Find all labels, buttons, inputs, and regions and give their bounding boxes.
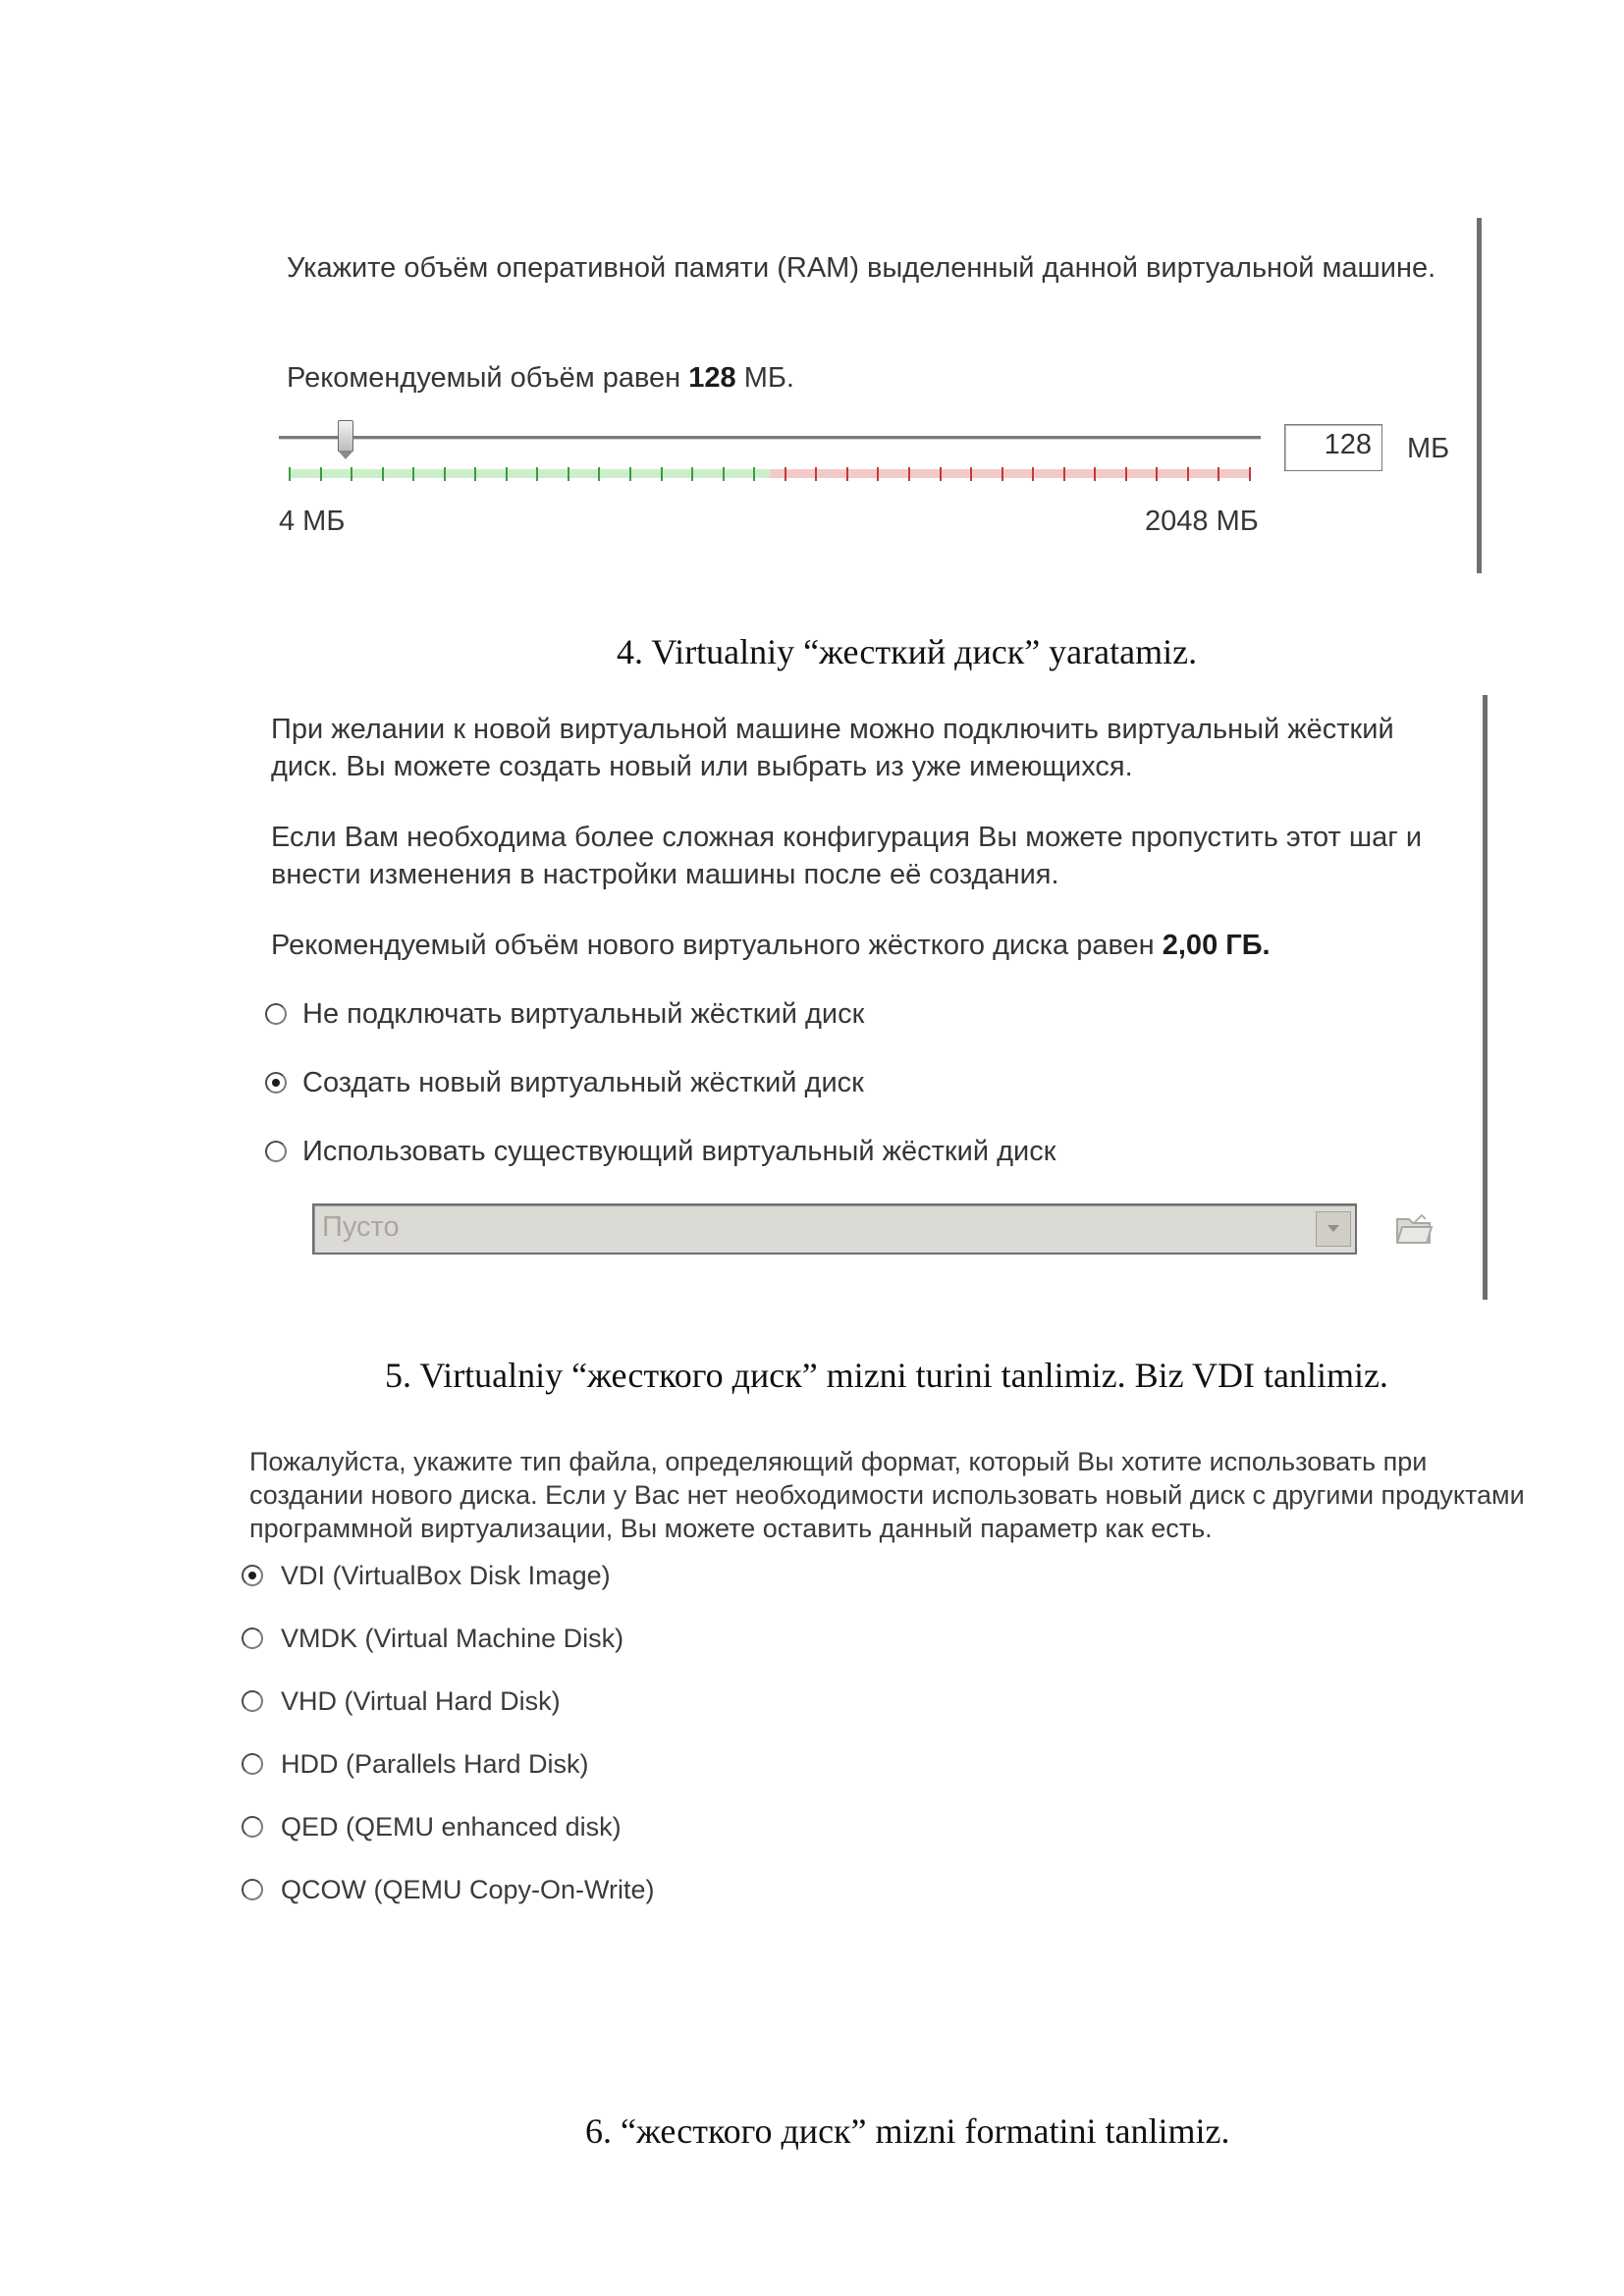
ram-slider-tick (568, 467, 569, 481)
ram-slider-tick (536, 467, 538, 481)
ram-slider-tick (970, 467, 972, 481)
ram-slider-tick (940, 467, 942, 481)
radio-icon[interactable] (265, 1072, 287, 1094)
ram-slider-tick (723, 467, 725, 481)
radio-no-disk[interactable] (265, 995, 864, 1033)
ram-slider-tick (320, 467, 322, 481)
radio-use-existing-disk[interactable] (265, 1133, 1056, 1170)
radio-qcow[interactable] (242, 1873, 655, 1906)
radio-label: Создать новый виртуальный жёсткий диск (302, 1067, 864, 1098)
ram-slider-tick (1094, 467, 1096, 481)
ram-slider-tick (691, 467, 693, 481)
radio-icon[interactable] (242, 1565, 263, 1586)
radio-icon[interactable] (265, 1141, 287, 1162)
ram-slider-tick (1032, 467, 1034, 481)
hard-disk-recommended-value: 2,00 ГБ. (1162, 930, 1271, 961)
hard-disk-intro: При желании к новой виртуальной машине можно подключить виртуальный жёсткий диск. Вы можете создать новый или выбрать из уже имеющихся. (271, 714, 1394, 782)
ram-slider-tick (506, 467, 508, 481)
hard-disk-advanced-note: Если Вам необходима более сложная конфигурация Вы можете пропустить этот шаг и внести изменения в настройки машины после её создания. (271, 822, 1423, 890)
ram-recommended-value: 128 (688, 362, 736, 394)
ram-value-input[interactable]: 128 (1284, 424, 1382, 471)
radio-icon[interactable] (242, 1690, 263, 1712)
existing-disk-select-value: Пусто (322, 1211, 400, 1243)
ram-slider-tick (1001, 467, 1003, 481)
ram-slider-tick (753, 467, 755, 481)
radio-create-new-disk[interactable] (265, 1064, 864, 1101)
ram-slider-tick (351, 467, 352, 481)
radio-icon[interactable] (242, 1753, 263, 1775)
ram-slider-tick (846, 467, 848, 481)
radio-label: QED (QEMU enhanced disk) (281, 1812, 622, 1842)
ram-slider-thumb[interactable] (338, 420, 353, 452)
radio-vmdk[interactable] (242, 1622, 623, 1655)
ram-slider-ticks (289, 467, 1251, 481)
radio-icon[interactable] (242, 1816, 263, 1838)
step4-caption: 4. Virtualniy “жесткий диск” yaratamiz. (617, 632, 1198, 671)
ram-slider-green-band (289, 469, 770, 478)
ram-slider-tick (1156, 467, 1158, 481)
step6-caption: 6. “жесткого диск” mizni formatini tanlimiz. (585, 2111, 1230, 2151)
disk-format-screenshot (236, 1425, 1542, 1936)
ram-description: Укажите объём оперативной памяти (RAM) выделенный данной виртуальной машине. (287, 252, 1436, 284)
existing-disk-select[interactable] (312, 1203, 1357, 1255)
ram-slider-tick (1063, 467, 1065, 481)
frame-edge (1483, 695, 1488, 1300)
ram-slider-tick (661, 467, 663, 481)
ram-slider-tick (629, 467, 631, 481)
ram-min-label: 4 МБ (279, 506, 346, 537)
radio-label: VHD (Virtual Hard Disk) (281, 1686, 561, 1716)
hard-disk-recommended: Рекомендуемый объём нового виртуального жёсткого диска равен 2,00 ГБ. (271, 930, 1271, 961)
radio-icon[interactable] (242, 1628, 263, 1649)
ram-slider-tick (1249, 467, 1251, 481)
ram-slider-track[interactable] (279, 436, 1261, 440)
ram-slider-tick (598, 467, 600, 481)
folder-open-icon[interactable] (1392, 1207, 1435, 1251)
radio-qed[interactable] (242, 1810, 622, 1843)
ram-slider-tick (908, 467, 910, 481)
ram-slider-tick (1125, 467, 1127, 481)
ram-unit-label: МБ (1407, 433, 1450, 464)
ram-slider-red-band (770, 469, 1251, 478)
ram-slider-tick (785, 467, 786, 481)
ram-slider-tick (412, 467, 414, 481)
ram-slider-tick (289, 467, 291, 481)
ram-recommended: Рекомендуемый объём равен 128 МБ. (287, 362, 794, 394)
ram-slider-tick (877, 467, 879, 481)
ram-slider-tick (815, 467, 817, 481)
ram-slider-tick (382, 467, 384, 481)
chevron-down-icon[interactable] (1316, 1211, 1351, 1247)
radio-vhd[interactable] (242, 1684, 561, 1718)
ram-screenshot (263, 218, 1490, 573)
ram-slider-tick (1187, 467, 1189, 481)
radio-vdi[interactable] (242, 1559, 611, 1592)
step5-caption: 5. Virtualniy “жесткого диск” mizni turini tanlimiz. Biz VDI tanlimiz. (385, 1356, 1388, 1395)
hard-disk-screenshot (251, 695, 1498, 1300)
disk-format-description: Пожалуйста, укажите тип файла, определяющий формат, который Вы хотите использовать при создании нового диска. Если у Вас нет необходимости использовать новый диск с другими продуктами программной виртуализации, Вы можете оставить данный параметр как есть. (249, 1447, 1525, 1543)
radio-icon[interactable] (242, 1879, 263, 1900)
radio-icon[interactable] (265, 1003, 287, 1025)
ram-max-label: 2048 МБ (1145, 506, 1259, 537)
radio-label: VMDK (Virtual Machine Disk) (281, 1624, 624, 1653)
radio-label: QCOW (QEMU Copy-On-Write) (281, 1875, 655, 1904)
radio-hdd[interactable] (242, 1747, 589, 1781)
ram-slider-tick (1218, 467, 1219, 481)
radio-label: HDD (Parallels Hard Disk) (281, 1749, 589, 1779)
radio-label: Использовать существующий виртуальный жёсткий диск (302, 1136, 1056, 1167)
ram-slider-tick (474, 467, 476, 481)
radio-label: Не подключать виртуальный жёсткий диск (302, 998, 865, 1030)
frame-edge (1477, 218, 1482, 573)
ram-slider-tick (444, 467, 446, 481)
radio-label: VDI (VirtualBox Disk Image) (281, 1561, 611, 1590)
